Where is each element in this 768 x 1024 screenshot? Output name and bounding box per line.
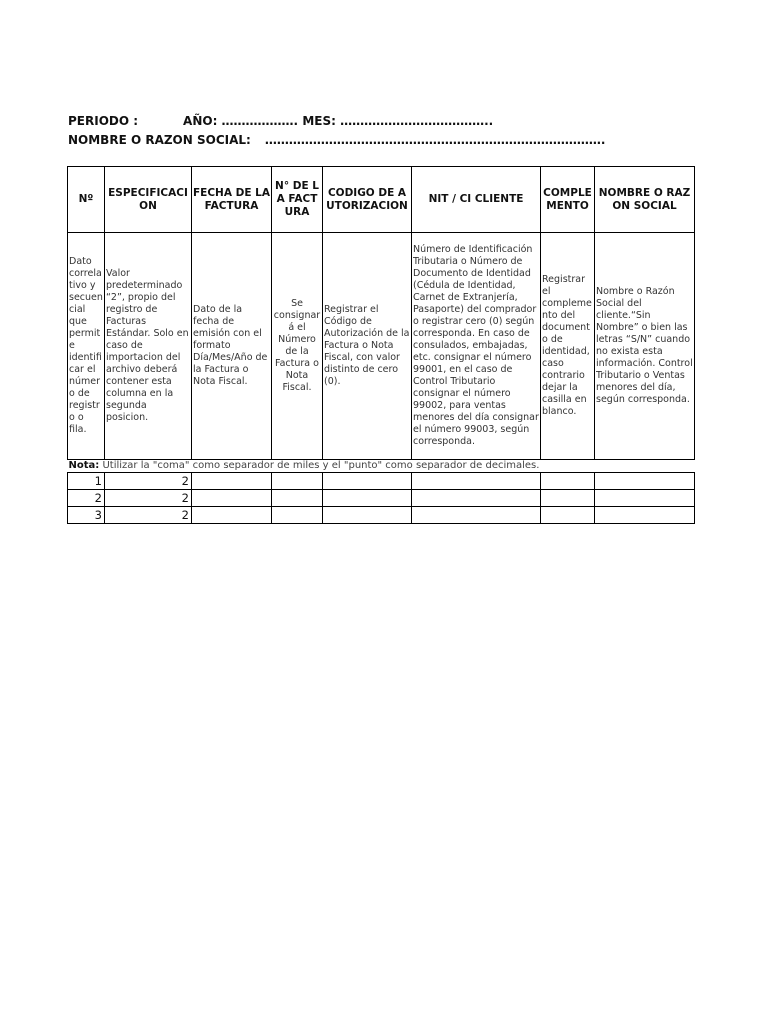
mes-label: MES: ……………………………….. <box>302 114 494 128</box>
row-number[interactable]: 3 <box>68 507 105 524</box>
row-nombre[interactable] <box>595 490 695 507</box>
anio-label: AÑO: ………………. <box>183 114 299 128</box>
row-especificacion[interactable]: 2 <box>105 473 192 490</box>
form-header <box>68 112 605 150</box>
row-codigo[interactable] <box>323 490 412 507</box>
row-complemento[interactable] <box>541 473 595 490</box>
row-numero-factura[interactable] <box>272 490 323 507</box>
row-complemento[interactable] <box>541 490 595 507</box>
nota-text: Utilizar la "coma" como separador de miles y el "punto" como separador de decimales. <box>102 460 540 471</box>
nota-cell <box>68 460 695 473</box>
row-number[interactable]: 1 <box>68 473 105 490</box>
desc-numero-factura: Se consignará el Número de la Factura o Nota Fiscal. <box>272 233 323 460</box>
col-header-nombre: NOMBRE O RAZON SOCIAL <box>595 167 695 233</box>
desc-fecha: Dato de la fecha de emisión con el formato Día/Mes/Año de la Factura o Nota Fiscal. <box>192 233 272 460</box>
periodo-label: PERIODO : <box>68 114 139 128</box>
row-fecha[interactable] <box>192 473 272 490</box>
table-row <box>68 473 695 490</box>
row-codigo[interactable] <box>323 507 412 524</box>
nombre-dots: …………………………………………………………………………. <box>264 133 606 147</box>
col-header-nit: NIT / CI CLIENTE <box>412 167 541 233</box>
table-row <box>68 490 695 507</box>
row-complemento[interactable] <box>541 507 595 524</box>
nota-label: Nota: <box>68 460 100 471</box>
desc-especificacion: Valor predeterminado “2”, propio del registro de Facturas Estándar. Solo en caso de importacion del archivo deberá contener esta columna en la segunda posicion. <box>105 233 192 460</box>
row-nombre[interactable] <box>595 473 695 490</box>
nombre-line <box>68 131 605 150</box>
col-header-codigo: CODIGO DE AUTORIZACION <box>323 167 412 233</box>
desc-nit: Número de Identificación Tributaria o Número de Documento de Identidad (Cédula de Identidad, Carnet de Extranjería, Pasaporte) del comprador o registrar cero (0) según corresponda. En caso de consulados, embajadas, etc. consignar el número 99001, en el caso de Control Tributario consignar el número 99002, para ventas menores del día consignar el número 99003, según corresponda. <box>412 233 541 460</box>
row-especificacion[interactable]: 2 <box>105 490 192 507</box>
col-header-complemento: COMPLEMENTO <box>541 167 595 233</box>
row-fecha[interactable] <box>192 490 272 507</box>
col-header-especificacion: ESPECIFICACION <box>105 167 192 233</box>
col-header-numero-factura: N° DE LA FACTURA <box>272 167 323 233</box>
table-header-row <box>68 167 695 233</box>
row-especificacion[interactable]: 2 <box>105 507 192 524</box>
nota-row <box>68 460 695 473</box>
row-number[interactable]: 2 <box>68 490 105 507</box>
row-numero-factura[interactable] <box>272 507 323 524</box>
nombre-label: NOMBRE O RAZON SOCIAL: <box>68 133 251 147</box>
row-codigo[interactable] <box>323 473 412 490</box>
table-row <box>68 507 695 524</box>
desc-nombre: Nombre o Razón Social del cliente.“Sin Nombre” o bien las letras “S/N” cuando no exista esta información. Control Tributario o Ventas menores del día, según corresponda. <box>595 233 695 460</box>
desc-numero: Dato correlativo y secuencial que permite identificar el número de registro o fila. <box>68 233 105 460</box>
row-nombre[interactable] <box>595 507 695 524</box>
row-numero-factura[interactable] <box>272 473 323 490</box>
desc-codigo: Registrar el Código de Autorización de la Factura o Nota Fiscal, con valor distinto de cero (0). <box>323 233 412 460</box>
row-nit[interactable] <box>412 473 541 490</box>
desc-complemento: Registrar el complemento del documento de identidad, caso contrario dejar la casilla en blanco. <box>541 233 595 460</box>
col-header-fecha: FECHA DE LA FACTURA <box>192 167 272 233</box>
periodo-line <box>68 112 605 131</box>
invoice-spec-table <box>67 166 695 524</box>
description-row <box>68 233 695 460</box>
row-fecha[interactable] <box>192 507 272 524</box>
row-nit[interactable] <box>412 490 541 507</box>
row-nit[interactable] <box>412 507 541 524</box>
col-header-numero: Nº <box>68 167 105 233</box>
